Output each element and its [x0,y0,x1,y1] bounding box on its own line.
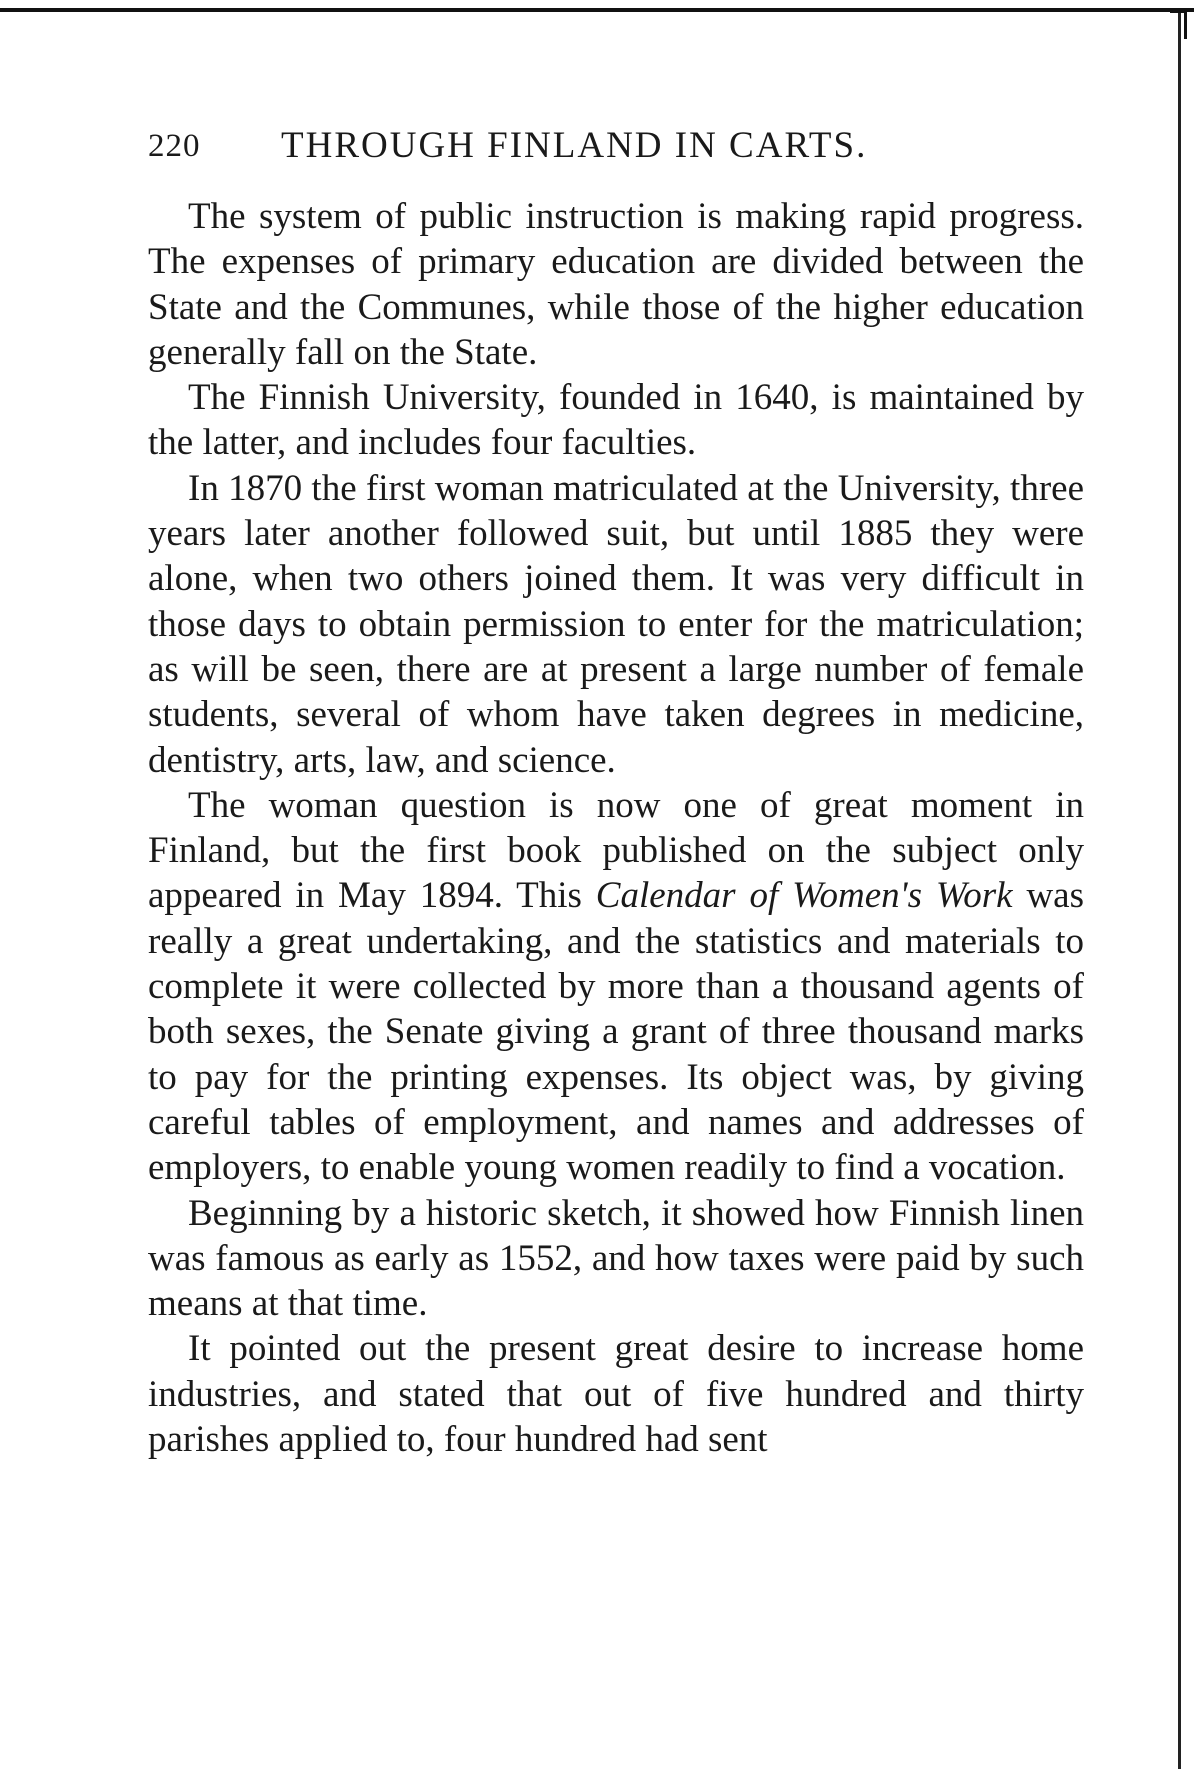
paragraph-woman-question [148,783,1084,1191]
paragraph-finnish-university: The Finnish University, founded in 1640, is maintained by the latter, and includes four faculties. [148,377,1084,464]
paragraph-text-segment: was really a great undertaking, and the statistics and materials to complete it were collected by more than a thousand agents of both sexes, the Senate giving a grant of three thousand marks to pay for the printing expenses. Its object was, by giving careful tables of employment, and names and addresses of employers, to enable young women readily to find a vocation. [148,875,1084,1189]
paragraph-text-segment: The woman question is now one of great moment in Finland, but the first book published on the subject only appeared in May 1894. This [148,784,1084,917]
paragraph-historic-sketch: Beginning by a historic sketch, it showed how Finnish linen was famous as early as 1552, and how taxes were paid by such means at that time. [148,1192,1084,1325]
right-page-border [1178,10,1181,1769]
running-title: THROUGH FINLAND IN CARTS. [281,125,868,166]
corner-mark [1170,10,1187,39]
paragraph-public-instruction: The system of public instruction is making rapid progress. The expenses of primary education are divided between the State and the Communes, while those of the higher education generally fall on the State. [148,196,1084,373]
page-number: 220 [148,128,201,164]
running-head [148,125,1084,194]
book-title-italic: Calendar of Women's Work [595,875,1013,917]
book-page [148,125,1084,1462]
paragraph-home-industries: It pointed out the present great desire to increase home industries, and stated that out of five hundred and thirty parishes applied to, four hundred had sent [148,1328,1084,1461]
paragraph-first-woman-matriculated: In 1870 the first woman matriculated at the University, three years later another followed suit, but until 1885 they were alone, when two others joined them. It was very difficult in those days to obtain permission to enter for the matriculation; as will be seen, there are at present a large number of female students, several of whom have taken degrees in medicine, dentistry, arts, law, and science. [148,467,1084,781]
top-page-border [0,8,1194,12]
